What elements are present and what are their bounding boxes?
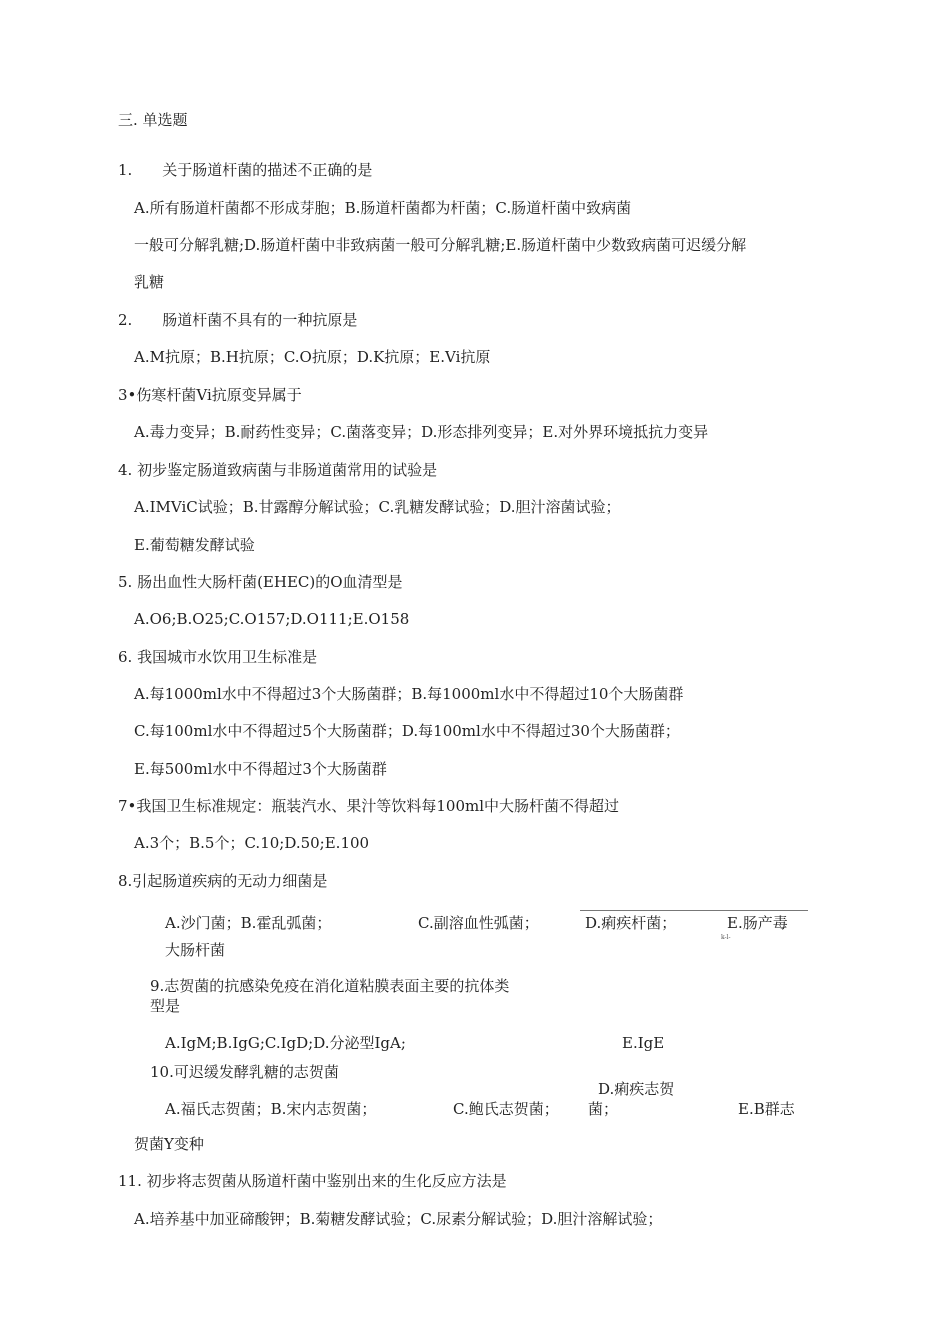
section-title: 三. 单选题 (118, 111, 188, 129)
table-rule (580, 910, 808, 911)
question-6-options-line-2: C.每100ml水中不得超过5个大肠菌群；D.每100ml水中不得超过30个大肠菌群； (134, 722, 680, 740)
question-1-options-line-3: 乳糖 (134, 273, 165, 291)
question-10-option-e-cont: 贺菌Y变种 (134, 1135, 204, 1153)
question-10-options-ab: A.福氏志贺菌；B.宋内志贺菌； (165, 1100, 377, 1118)
scan-mark: k-l- (721, 934, 731, 941)
question-1-options-line-1: A.所有肠道杆菌都不形成芽胞；B.肠道杆菌都为杆菌；C.肠道杆菌中致病菌 (134, 199, 632, 217)
question-10-option-d: D.痢疾志贺 (598, 1080, 675, 1098)
question-10-option-c: C.鲍氏志贺菌； (453, 1100, 559, 1118)
question-8-option-e: E.肠产毒 (727, 914, 788, 932)
question-4-options-line-2: E.葡萄糖发酵试验 (134, 536, 255, 554)
question-2-options: A.M抗原；B.H抗原；C.O抗原；D.K抗原；E.Vi抗原 (134, 348, 491, 366)
question-3-stem: 3•伤寒杆菌Vi抗原变异属于 (118, 386, 302, 404)
question-11-stem: 11. 初步将志贺菌从肠道杆菌中鉴别出来的生化反应方法是 (118, 1172, 507, 1190)
question-9-option-e: E.IgE (622, 1034, 665, 1052)
question-7-stem: 7•我国卫生标准规定：瓶装汽水、果汁等饮料每100ml中大肠杆菌不得超过 (118, 797, 620, 815)
question-1-stem: 1. 关于肠道杆菌的描述不正确的是 (118, 161, 373, 179)
question-8-option-e-cont: 大肠杆菌 (165, 941, 226, 959)
question-4-stem: 4. 初步鉴定肠道致病菌与非肠道菌常用的试验是 (118, 461, 438, 479)
question-6-options-line-3: E.每500ml水中不得超过3个大肠菌群 (134, 760, 387, 778)
question-8-stem: 8.引起肠道疾病的无动力细菌是 (118, 872, 328, 890)
question-9-options-abcd: A.IgM;B.IgG;C.IgD;D.分泌型IgA; (165, 1034, 406, 1052)
question-10-option-d-cont: 菌； (588, 1100, 619, 1118)
question-1-options-line-2: 一般可分解乳糖;D.肠道杆菌中非致病菌一般可分解乳糖;E.肠道杆菌中少数致病菌可迟缓分解 (134, 236, 747, 254)
question-6-options-line-1: A.每1000ml水中不得超过3个大肠菌群；B.每1000ml水中不得超过10个大肠菌群 (134, 685, 684, 703)
question-2-stem: 2. 肠道杆菌不具有的一种抗原是 (118, 311, 358, 329)
question-8-option-d: D.痢疾杆菌； (585, 914, 677, 932)
question-3-options: A.毒力变异；B.耐药性变异；C.菌落变异；D.形态排列变异；E.对外界环境抵抗力变异 (134, 423, 709, 441)
question-7-options: A.3个；B.5个；C.10;D.50;E.100 (134, 834, 370, 852)
question-8-option-ab: A.沙门菌；B.霍乱弧菌； (165, 914, 332, 932)
question-8-option-c: C.副溶血性弧菌； (418, 914, 539, 932)
question-11-options: A.培养基中加亚碲酸钾；B.菊糖发酵试验；C.尿素分解试验；D.胆汁溶解试验； (134, 1210, 663, 1228)
question-10-option-e: E.B群志 (738, 1100, 795, 1118)
question-9-stem-line-2: 型是 (150, 997, 181, 1015)
question-5-stem: 5. 肠出血性大肠杆菌(EHEC)的O血清型是 (118, 573, 403, 591)
question-4-options-line-1: A.IMViC试验；B.甘露醇分解试验；C.乳糖发酵试验；D.胆汁溶菌试验； (134, 498, 621, 516)
question-9-stem-line-1: 9.志贺菌的抗感染免疫在消化道粘膜表面主要的抗体类 (150, 977, 510, 995)
question-5-options: A.O6;B.O25;C.O157;D.O111;E.O158 (134, 610, 410, 628)
question-6-stem: 6. 我国城市水饮用卫生标准是 (118, 648, 318, 666)
question-10-stem: 10.可迟缓发酵乳糖的志贺菌 (150, 1063, 339, 1081)
